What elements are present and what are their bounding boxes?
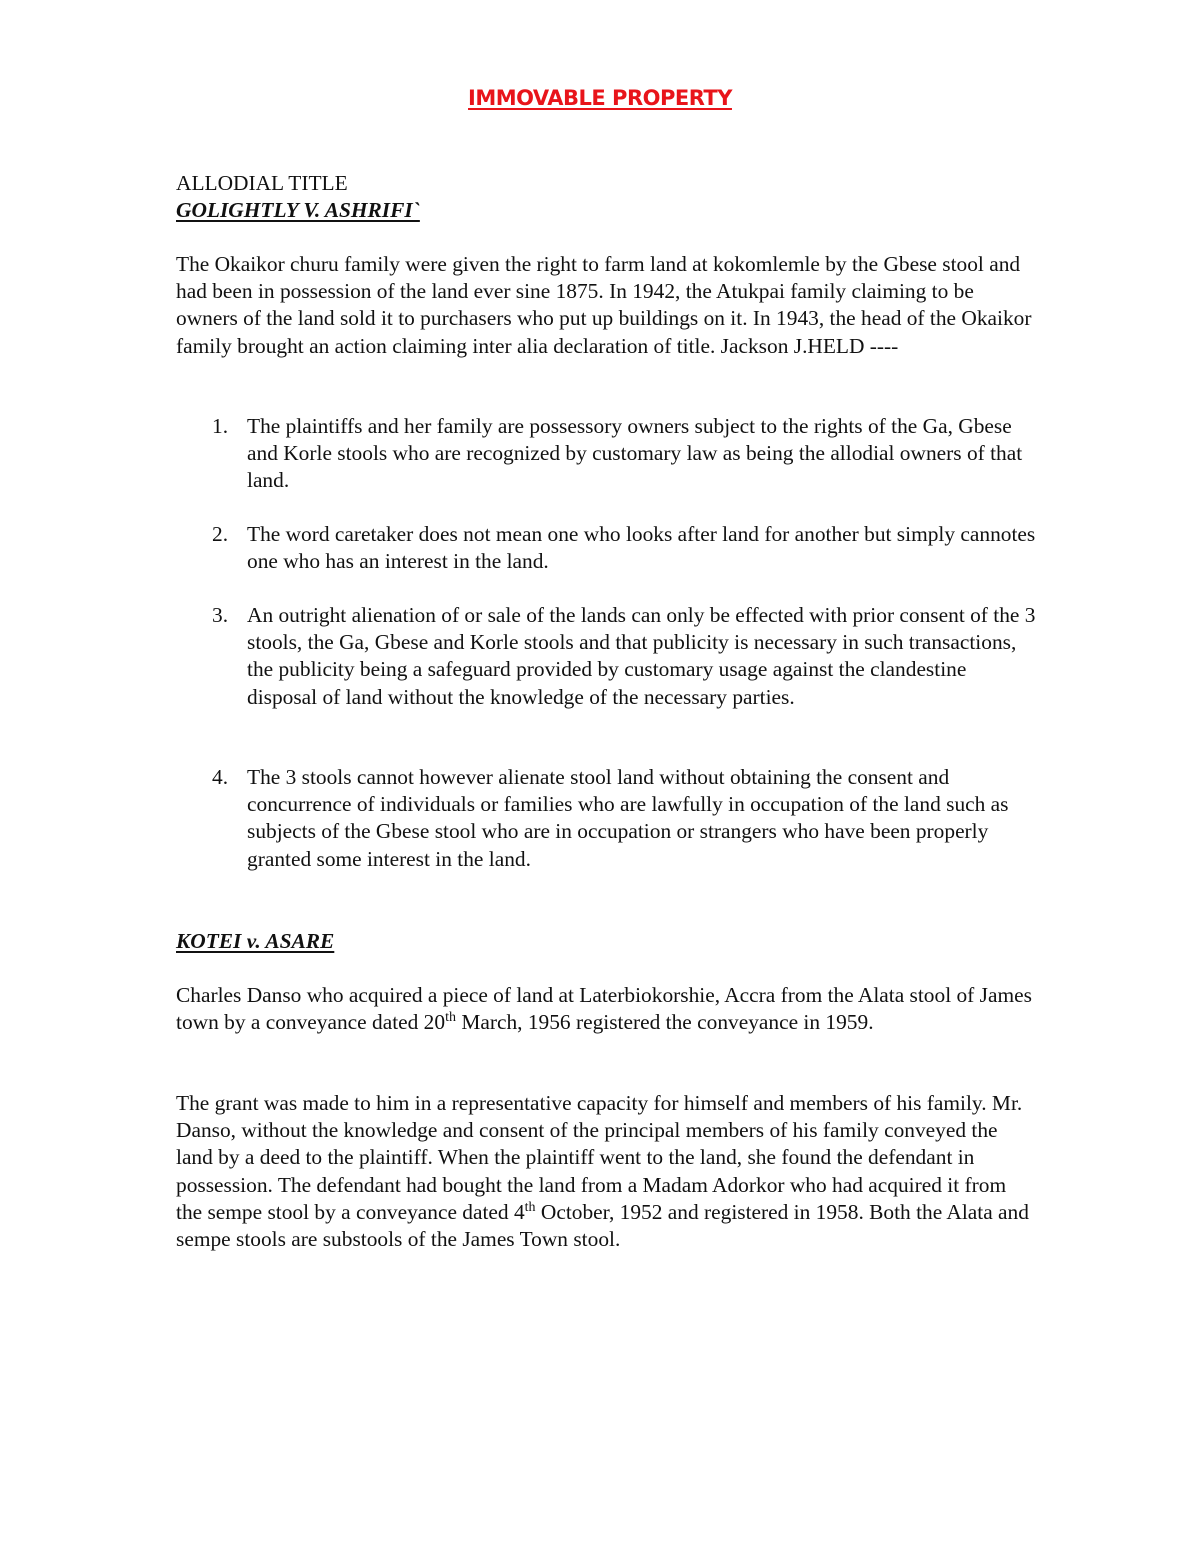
case-facts-paragraph [176,251,1036,360]
case-name-kotei: KOTEI v. ASARE [176,929,335,953]
holding-text: The 3 stools cannot however alienate stool land without obtaining the consent and concurrence of individuals or families who are lawfully in occupation of the land such as subjects of the Gbese stool who are in occupation or strangers who have been properly granted some interest in the land. [247,765,1009,871]
ordinal-suffix: th [524,1199,536,1215]
holding-number: 2. [212,522,229,546]
ordinal-suffix: th [445,1010,456,1026]
case-name-golightly: GOLIGHTLY V. ASHRIFI` [176,198,420,222]
holding-text: An outright alienation of or sale of the lands can only be effected with prior consent of the 3 stools, the Ga, Gbese and Korle stools and that publicity is necessary in such transactions, the publicity being a safeguard provided by customary usage against the clandestine disposal of land without the knowledge of the necessary parties. [247,603,1036,709]
kotei-paragraph-2 [176,1090,1036,1253]
kotei-paragraph-1 [176,982,1036,1036]
facts-text: The Okaikor churu family were given the right to farm land at kokomlemle by the Gbese stool and had been in possession of the land ever sine 1875. In 1942, the Atukpai family claiming to be owners of the land sold it to purchasers who put up buildings on it. In 1943, the head of the Okaikor family brought an action claiming inter alia declaration of title. Jackson J.HELD ---- [176,252,1032,358]
para2-text-after: October, 1952 and registered in 1958. Both the Alata and sempe stools are substools of the James Town stool. [176,1199,1029,1252]
section-label: ALLODIAL TITLE [176,171,348,195]
holding-text: The word caretaker does not mean one who looks after land for another but simply cannotes one who has an interest in the land. [247,522,1036,574]
holding-number: 1. [212,414,229,438]
para1-text-before: Charles Danso who acquired a piece of land at Laterbiokorshie, Accra from the Alata stool of James town by a conveyance dated 20 [176,983,1032,1035]
para2-text-before: The grant was made to him in a representative capacity for himself and members of his family. Mr. Danso, without the knowledge and consent of the principal members of his family conveyed the land by a deed to the plaintiff. When the plaintiff went to the land, she found the defendant in possession. The defendant had bought the land from a Madam Adorkor who had acquired it from the sempe stool by a conveyance dated 4 [176,1091,1023,1224]
document-title: IMMOVABLE PROPERTY [468,86,732,110]
holding-number: 3. [212,603,229,627]
holding-text: The plaintiffs and her family are possessory owners subject to the rights of the Ga, Gbese and Korle stools who are recognized by customary law as being the allodial owners of that land. [247,414,1023,493]
holding-number: 4. [212,765,229,789]
para1-text-after: March, 1956 registered the conveyance in 1959. [455,1010,874,1035]
